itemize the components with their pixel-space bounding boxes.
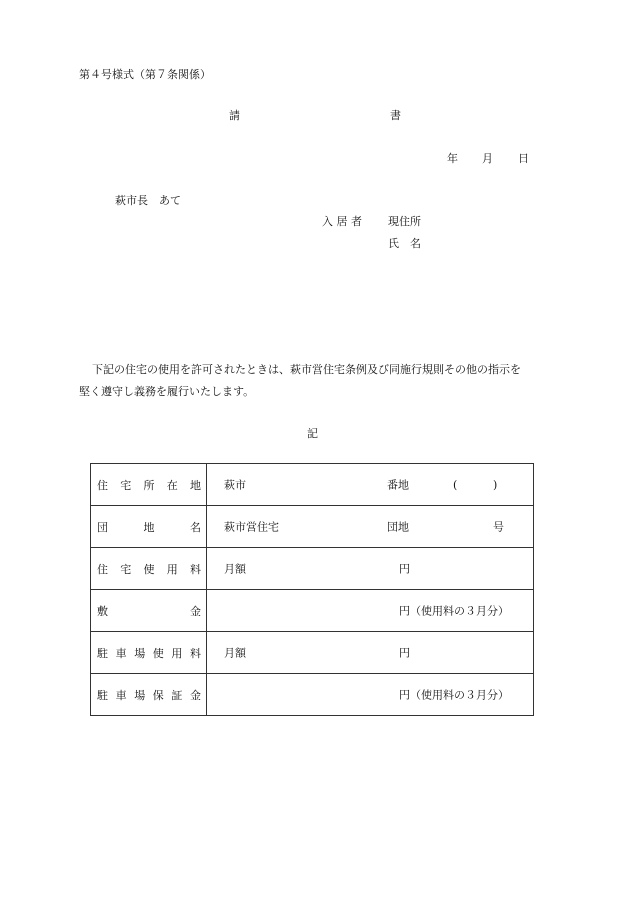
table-row	[91, 464, 534, 506]
row-label: 敷 金	[97, 604, 201, 618]
value-yen-three-months: 円（使用料の３月分）	[399, 688, 509, 701]
table-row	[91, 548, 534, 590]
form-number: 第４号様式（第７条関係）	[79, 68, 211, 81]
value-city: 萩市	[224, 478, 246, 491]
value-go: 号	[493, 520, 504, 533]
value-danchi: 団地	[387, 520, 409, 533]
value-yen: 円	[399, 562, 410, 575]
body-text-line1: 下記の住宅の使用を許可されたときは、萩市営住宅条例及び同施行規則その他の指示を	[92, 363, 521, 376]
value-yen-three-months: 円（使用料の３月分）	[399, 604, 509, 617]
row-label: 駐 車 場 保 証 金	[97, 688, 201, 702]
row-label: 団 地 名	[97, 520, 201, 534]
table-row	[91, 506, 534, 548]
row-label: 駐 車 場 使 用 料	[97, 646, 201, 660]
addressee: 萩市長 あて	[115, 194, 181, 207]
row-label: 住 宅 所 在 地	[97, 478, 201, 492]
value-yen: 円	[399, 646, 410, 659]
title-char-left: 請	[229, 109, 240, 122]
value-monthly: 月額	[224, 646, 246, 659]
table-row	[91, 674, 534, 716]
body-text-line2: 堅く遵守し義務を履行いたします。	[79, 385, 255, 398]
value-banchi: 番地	[387, 478, 409, 491]
date-year: 年	[447, 152, 458, 165]
table-row	[91, 632, 534, 674]
title-char-right: 書	[390, 109, 401, 122]
applicant-label: 入 居 者	[322, 215, 362, 228]
value-paren-close: )	[493, 478, 498, 491]
address-label: 現住所	[388, 215, 421, 228]
value-housing: 萩市営住宅	[224, 520, 279, 533]
table-row	[91, 590, 534, 632]
date-month: 月	[482, 152, 493, 165]
value-paren-open: (	[453, 478, 458, 491]
ki-heading: 記	[307, 427, 318, 440]
name-label: 氏 名	[388, 237, 421, 250]
info-table	[90, 463, 534, 716]
value-monthly: 月額	[224, 562, 246, 575]
date-day: 日	[518, 152, 529, 165]
row-label: 住 宅 使 用 料	[97, 562, 201, 576]
